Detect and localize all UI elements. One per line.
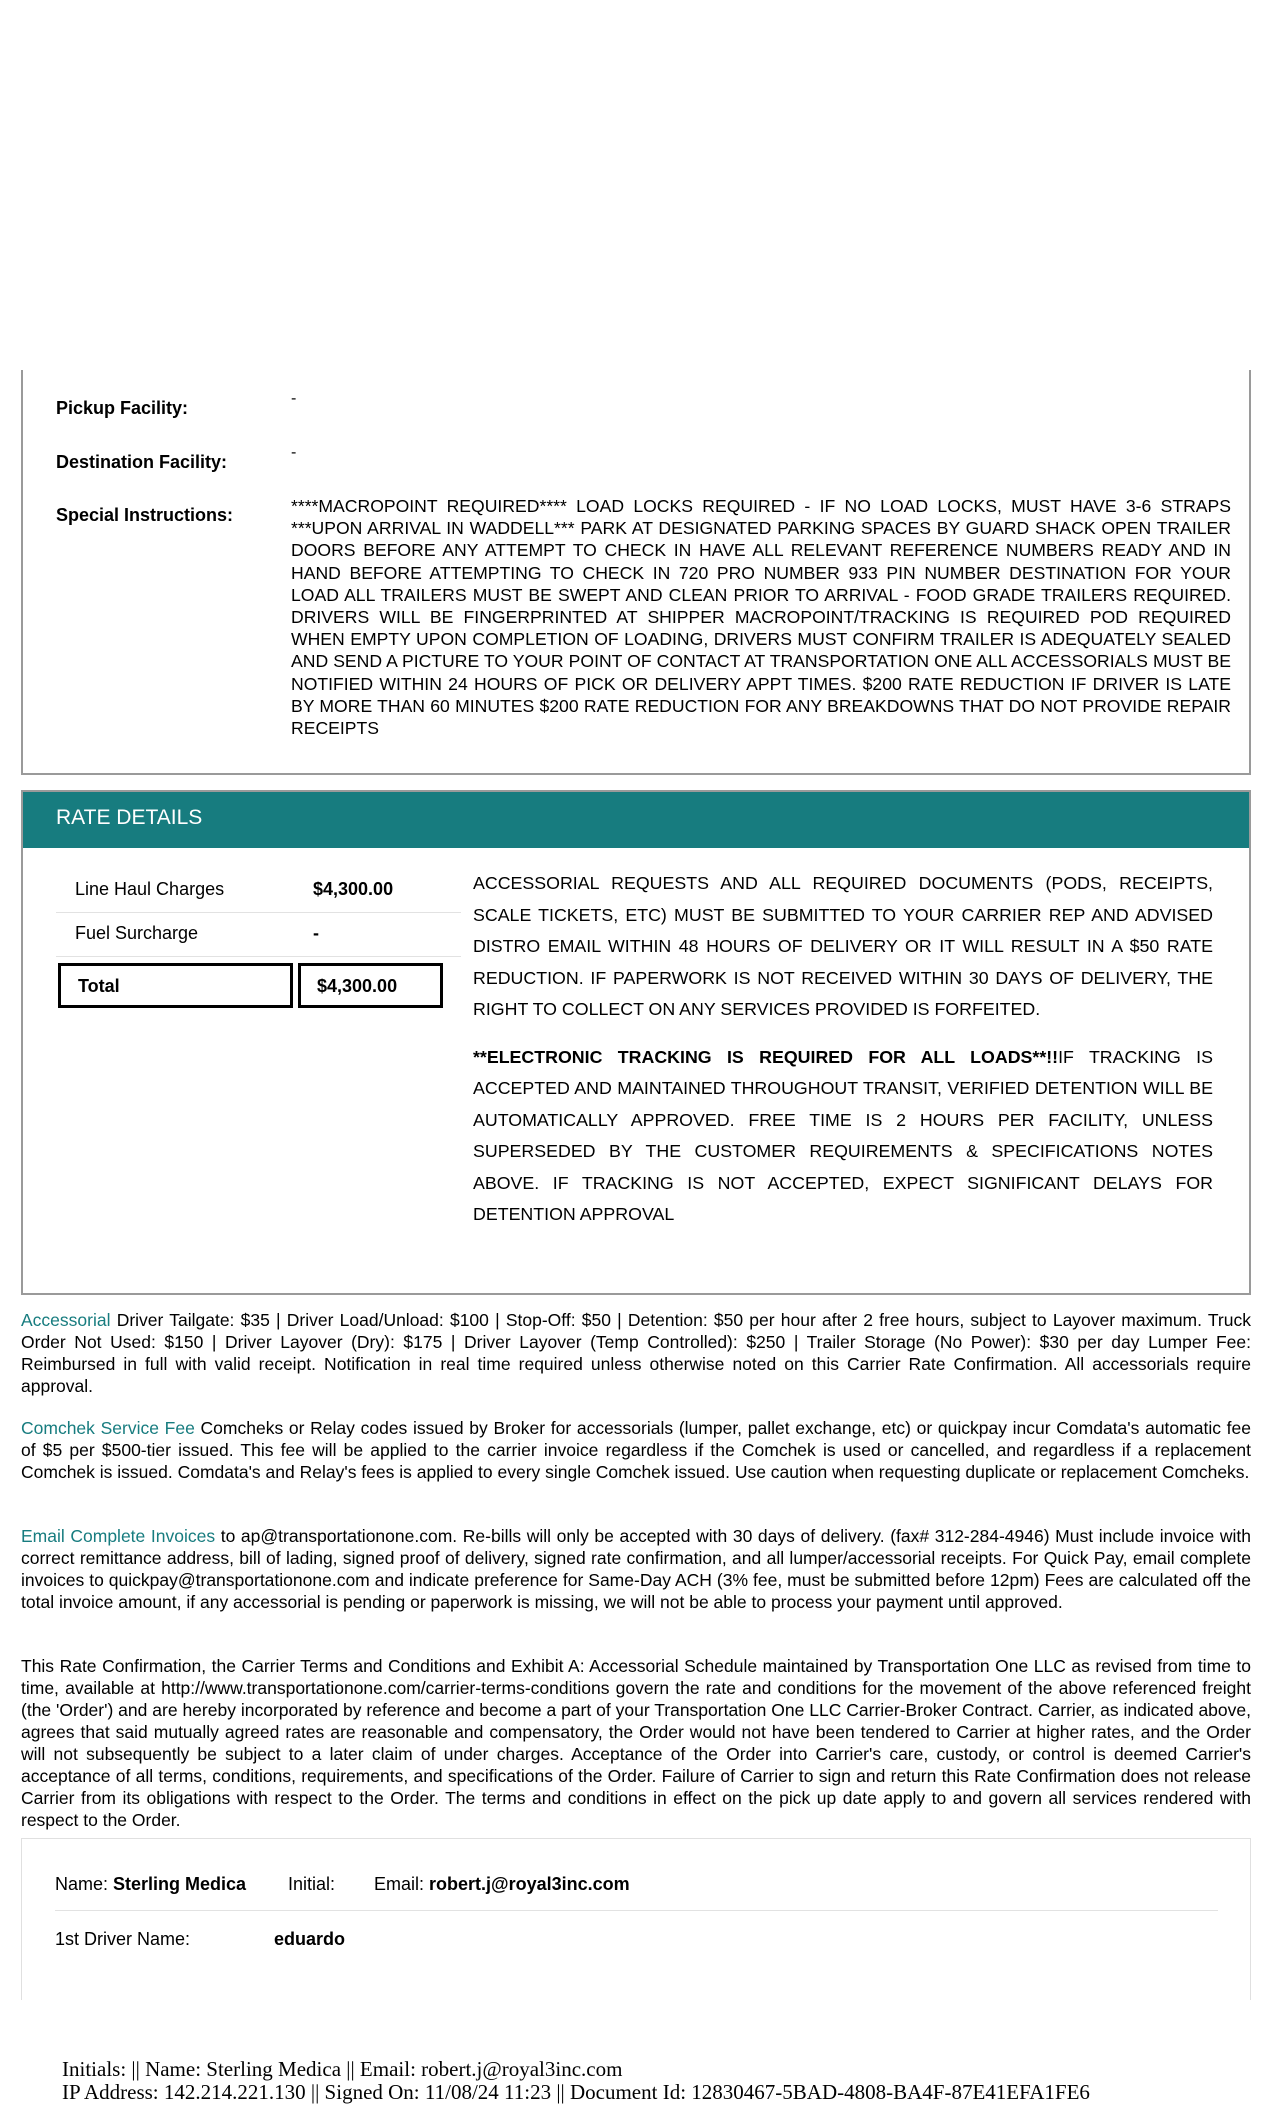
special-instructions-label: Special Instructions: — [56, 505, 234, 525]
signature-footer — [62, 2058, 1090, 2104]
driver-name-value: eduardo — [274, 1929, 346, 1949]
tracking-notice — [473, 1042, 1213, 1231]
accessorial-paragraph — [21, 1309, 1251, 1397]
destination-facility-label: Destination Facility: — [56, 452, 228, 472]
signature-section — [21, 1838, 1251, 2000]
signer-email — [374, 1874, 630, 1895]
total-label: Total — [58, 963, 293, 1008]
comchek-title: Comchek Service Fee — [21, 1418, 195, 1438]
rate-divider — [56, 912, 461, 913]
signer-name-label: Name: — [55, 1874, 109, 1894]
accessorial-title: Accessorial — [21, 1310, 111, 1330]
rate-details-section — [21, 790, 1251, 1295]
comchek-text: Comcheks or Relay codes issued by Broker for accessorials (lumper, pallet exchange, etc) or quickpay incur Comdata's automatic fee of $5 per $500-tier issued. This fee will be applied to the carrier invoice regardless if the Comchek is used or cancelled, and regardless if a replacement Comchek is issued. Comdata's and Relay's fees is applied to every single Comchek issued. Use caution when requesting duplicate or replacement Comcheks. — [21, 1418, 1251, 1482]
destination-facility-value: - — [291, 444, 297, 461]
rate-confirmation-terms: This Rate Confirmation, the Carrier Terms and Conditions and Exhibit A: Accessorial Schedule maintained by Transportation One LLC as revised from time to time, available at http://www.transportationone.com/carrier-terms-conditions govern the rate and conditions for the movement of the above referenced freight (the 'Order') and are hereby incorporated by reference and become a part of your Transportation One LLC Carrier-Broker Contract. Carrier, as indicated above, agrees that said mutually agreed rates are reasonable and compensatory, the Order would not have been tendered to Carrier at higher rates, and the Order will not subsequently be subject to a later claim of under charges. Acceptance of the Order into Carrier's care, custody, or control is deemed Carrier's acceptance of all terms, conditions, requirements, and specifications of the Order. Failure of Carrier to sign and return this Rate Confirmation does not release Carrier from its obligations with respect to the Order. The terms and conditions in effect on the pick up date apply to and govern all services rendered with respect to the Order. — [21, 1656, 1251, 1830]
email-invoices-text: to ap@transportationone.com. Re-bills will only be accepted with 30 days of delivery. (fax# 312-284-4946) Must include invoice with correct remittance address, bill of lading, signed proof of delivery, signed rate confirmation, and all lumper/accessorial receipts. For Quick Pay, email complete invoices to quickpay@transportationone.com and indicate preference for Same-Day ACH (3% fee, must be submitted before 12pm) Fees are calculated off the total invoice amount, if any accessorial is pending or paperwork is missing, we will not be able to process your payment until approved. — [21, 1526, 1251, 1612]
line-haul-value: $4,300.00 — [313, 879, 394, 899]
driver-name-label: 1st Driver Name: — [55, 1929, 191, 1949]
footer-line-1: Initials: || Name: Sterling Medica || Email: robert.j@royal3inc.com — [62, 2057, 623, 2081]
signer-initial-label: Initial: — [288, 1874, 336, 1894]
pickup-facility-value: - — [291, 390, 297, 407]
tracking-notice-text: IF TRACKING IS ACCEPTED AND MAINTAINED THROUGHOUT TRANSIT, VERIFIED DETENTION WILL BE AUTOMATICALLY APPROVED. FREE TIME IS 2 HOURS PER FACILITY, UNLESS SUPERSEDED BY THE CUSTOMER REQUIREMENTS & SPECIFICATIONS NOTES ABOVE. IF TRACKING IS NOT ACCEPTED, EXPECT SIGNIFICANT DELAYS FOR DETENTION APPROVAL — [473, 1046, 1213, 1224]
accessorial-text: Driver Tailgate: $35 | Driver Load/Unload: $100 | Stop-Off: $50 | Detention: $50 per hour after 2 free hours, subject to Layover maximum. Truck Order Not Used: $150 | Driver Layover (Dry): $175 | Driver Layover (Temp Controlled): $250 | Trailer Storage (No Power): $30 per day Lumper Fee: Reimbursed in full with valid receipt. Notification in real time required unless otherwise noted on this Carrier Rate Confirmation. All accessorials require approval. — [21, 1310, 1251, 1396]
invoice-paragraph — [21, 1525, 1251, 1613]
signer-name-value: Sterling Medica — [113, 1874, 247, 1894]
fuel-surcharge-value: - — [313, 923, 319, 943]
fuel-surcharge-label: Fuel Surcharge — [75, 923, 199, 943]
special-instructions-text: ****MACROPOINT REQUIRED**** LOAD LOCKS REQUIRED - IF NO LOAD LOCKS, MUST HAVE 3-6 STRAPS ***UPON ARRIVAL IN WADDELL*** PARK AT DESIGNATED PARKING SPACES BY GUARD SHACK OPEN TRAILER DOORS BEFORE ANY ATTEMPT TO CHECK IN HAVE ALL RELEVANT REFERENCE NUMBERS READY AND IN HAND BEFORE ATTEMPTING TO CHECK IN 720 PRO NUMBER 933 PIN NUMBER DESTINATION FOR YOUR LOAD ALL TRAILERS MUST BE SWEPT AND CLEAN PRIOR TO ARRIVAL - FOOD GRADE TRAILERS REQUIRED. DRIVERS WILL BE FINGERPRINTED AT SHIPPER MACROPOINT/TRACKING IS REQUIRED POD REQUIRED WHEN EMPTY UPON COMPLETION OF LOADING, DRIVERS MUST CONFIRM TRAILER IS ADEQUATELY SEALED AND SEND A PICTURE TO YOUR POINT OF CONTACT AT TRANSPORTATION ONE ALL ACCESSORIALS MUST BE NOTIFIED WITHIN 24 HOURS OF PICK OR DELIVERY APPT TIMES. $200 RATE REDUCTION IF DRIVER IS LATE BY MORE THAN 60 MINUTES $200 RATE REDUCTION FOR ANY BREAKDOWNS THAT DO NOT PROVIDE REPAIR RECEIPTS — [291, 496, 1231, 739]
comchek-paragraph — [21, 1417, 1251, 1483]
line-haul-label: Line Haul Charges — [75, 879, 225, 899]
total-value: $4,300.00 — [298, 963, 443, 1008]
footer-line-2: IP Address: 142.214.221.130 || Signed On: 11/08/24 11:23 || Document Id: 12830467-5BAD-4808-BA4F-87E41EFA1FE6 — [62, 2080, 1090, 2104]
rate-details-header: RATE DETAILS — [23, 792, 1249, 848]
signature-divider — [55, 1910, 1218, 1911]
facility-section — [21, 370, 1251, 775]
rate-notices — [473, 868, 1213, 1247]
tracking-notice-bold: **ELECTRONIC TRACKING IS REQUIRED FOR ALL LOADS**!! — [473, 1046, 1059, 1067]
signer-name — [55, 1874, 246, 1895]
signer-email-label: Email: — [374, 1874, 425, 1894]
paperwork-notice: ACCESSORIAL REQUESTS AND ALL REQUIRED DOCUMENTS (PODS, RECEIPTS, SCALE TICKETS, ETC) MUST BE SUBMITTED TO YOUR CARRIER REP AND ADVISED DISTRO EMAIL WITHIN 48 HOURS OF DELIVERY OR IT WILL RESULT IN A $50 RATE REDUCTION. IF PAPERWORK IS NOT RECEIVED WITHIN 30 DAYS OF DELIVERY, THE RIGHT TO COLLECT ON ANY SERVICES PROVIDED IS FORFEITED. — [473, 873, 1213, 1019]
rate-divider — [56, 956, 461, 957]
email-invoices-title: Email Complete Invoices — [21, 1526, 216, 1546]
signer-email-value: robert.j@royal3inc.com — [429, 1874, 630, 1894]
pickup-facility-label: Pickup Facility: — [56, 398, 189, 418]
